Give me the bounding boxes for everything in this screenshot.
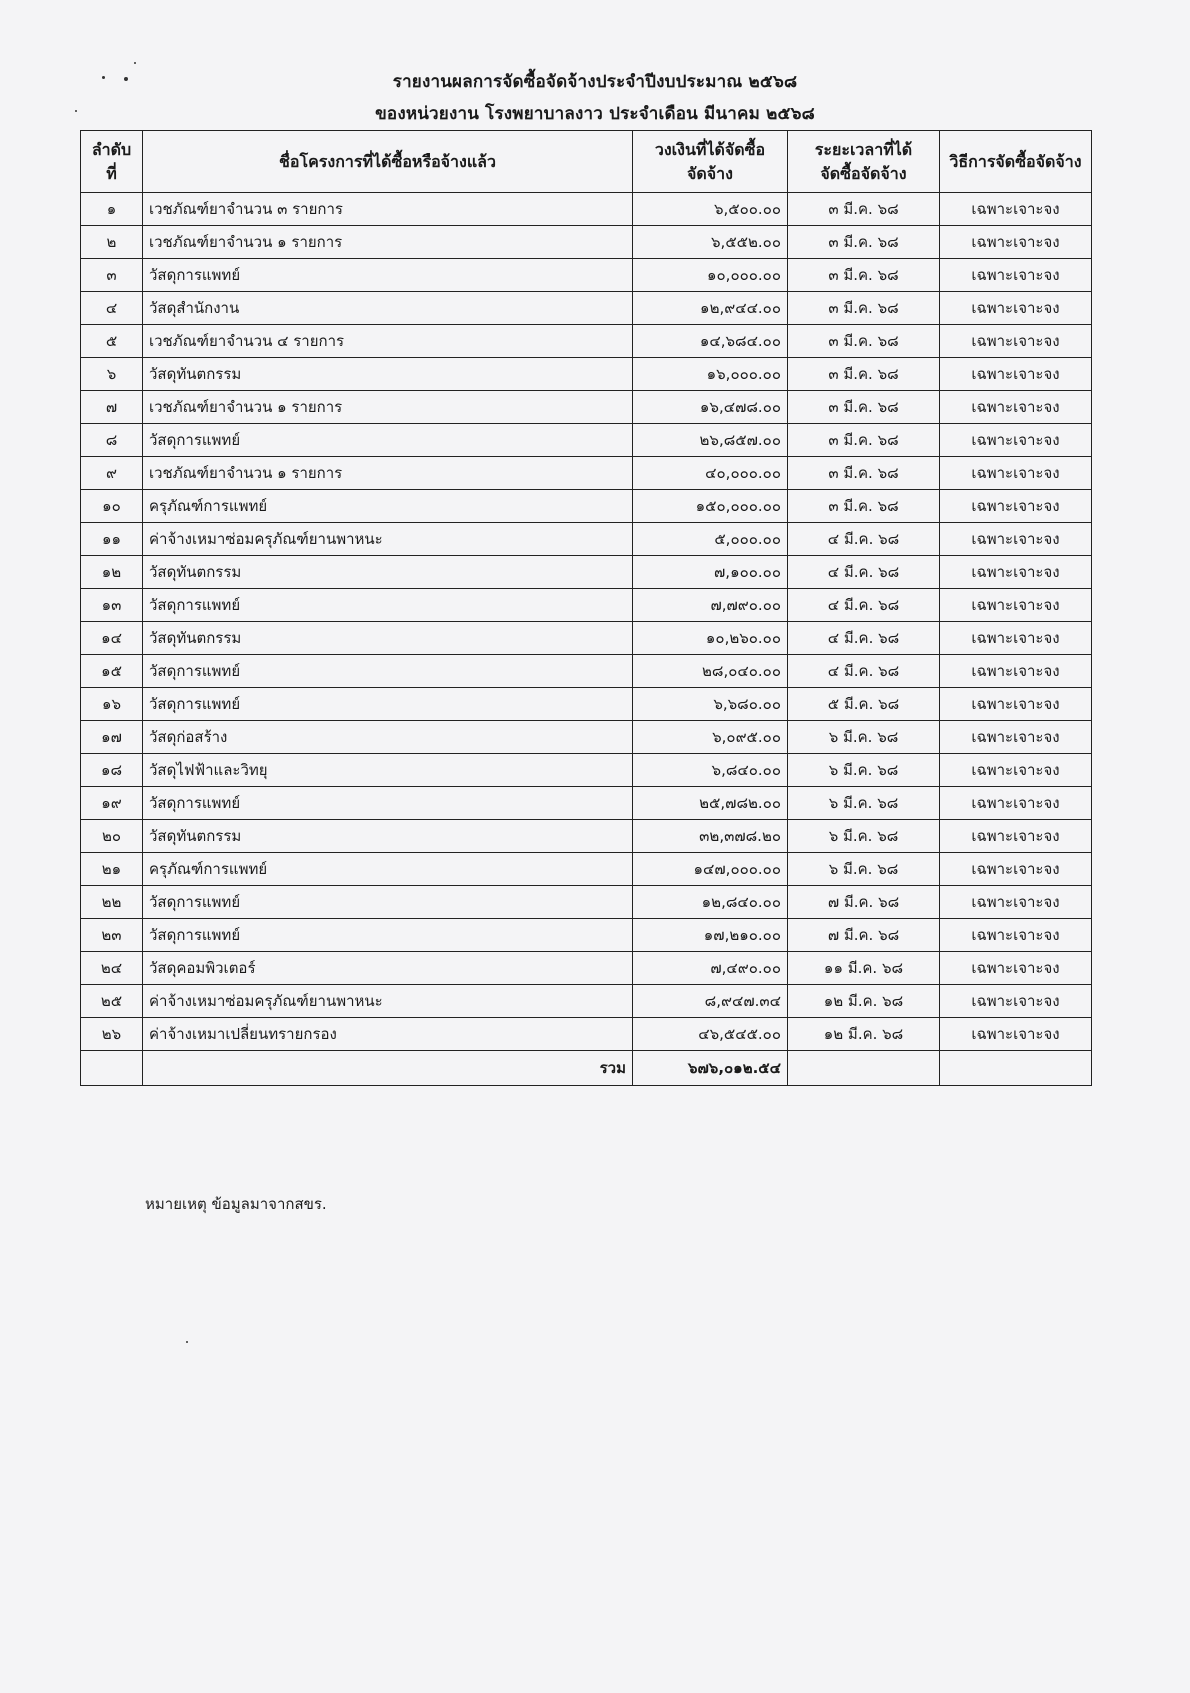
- table-row: [81, 259, 1092, 292]
- table-row: [81, 985, 1092, 1018]
- table-row: [81, 754, 1092, 787]
- row-method: เฉพาะเจาะจง: [940, 754, 1092, 787]
- row-method: เฉพาะเจาะจง: [940, 1018, 1092, 1051]
- row-number: ๑๖: [81, 688, 143, 721]
- table-row: [81, 655, 1092, 688]
- header-no: ลำดับที่: [81, 131, 143, 193]
- row-amount: ๒๖,๘๕๗.๐๐: [633, 424, 788, 457]
- row-project-name: วัสดุการแพทย์: [143, 919, 633, 952]
- table-row: [81, 919, 1092, 952]
- row-date: ๖ มี.ค. ๖๘: [788, 820, 940, 853]
- total-empty-cell: [81, 1051, 143, 1086]
- row-amount: ๑๒,๘๔๐.๐๐: [633, 886, 788, 919]
- row-amount: ๑๖,๔๗๘.๐๐: [633, 391, 788, 424]
- table-row: [81, 490, 1092, 523]
- row-number: ๒๑: [81, 853, 143, 886]
- table-row: [81, 358, 1092, 391]
- row-method: เฉพาะเจาะจง: [940, 259, 1092, 292]
- row-date: ๓ มี.ค. ๖๘: [788, 424, 940, 457]
- row-amount: ๖,๕๐๐.๐๐: [633, 193, 788, 226]
- row-number: ๒: [81, 226, 143, 259]
- row-project-name: วัสดุคอมพิวเตอร์: [143, 952, 633, 985]
- row-date: ๓ มี.ค. ๖๘: [788, 226, 940, 259]
- row-date: ๖ มี.ค. ๖๘: [788, 754, 940, 787]
- table-row: [81, 721, 1092, 754]
- row-amount: ๗,๑๐๐.๐๐: [633, 556, 788, 589]
- row-amount: ๑๕๐,๐๐๐.๐๐: [633, 490, 788, 523]
- row-method: เฉพาะเจาะจง: [940, 622, 1092, 655]
- table-row: [81, 886, 1092, 919]
- row-amount: ๑๐,๒๖๐.๐๐: [633, 622, 788, 655]
- row-amount: ๑๖,๐๐๐.๐๐: [633, 358, 788, 391]
- row-method: เฉพาะเจาะจง: [940, 556, 1092, 589]
- row-date: ๔ มี.ค. ๖๘: [788, 622, 940, 655]
- row-method: เฉพาะเจาะจง: [940, 820, 1092, 853]
- row-number: ๑๒: [81, 556, 143, 589]
- row-amount: ๑๐,๐๐๐.๐๐: [633, 259, 788, 292]
- row-method: เฉพาะเจาะจง: [940, 919, 1092, 952]
- scan-speck: [102, 76, 105, 79]
- row-number: ๑: [81, 193, 143, 226]
- scan-speck: [134, 62, 136, 64]
- scan-speck: [124, 77, 128, 81]
- row-date: ๓ มี.ค. ๖๘: [788, 292, 940, 325]
- row-project-name: เวชภัณฑ์ยาจำนวน ๔ รายการ: [143, 325, 633, 358]
- table-row: [81, 457, 1092, 490]
- procurement-table: [80, 130, 1092, 1086]
- row-number: ๑๘: [81, 754, 143, 787]
- table-row: [81, 589, 1092, 622]
- table-body: [81, 193, 1092, 1051]
- row-date: ๓ มี.ค. ๖๘: [788, 358, 940, 391]
- table-row: [81, 193, 1092, 226]
- row-date: ๑๒ มี.ค. ๖๘: [788, 1018, 940, 1051]
- row-method: เฉพาะเจาะจง: [940, 523, 1092, 556]
- total-empty-cell: [940, 1051, 1092, 1086]
- row-amount: ๑๔๗,๐๐๐.๐๐: [633, 853, 788, 886]
- row-project-name: วัสดุการแพทย์: [143, 787, 633, 820]
- row-project-name: วัสดุทันตกรรม: [143, 820, 633, 853]
- row-method: เฉพาะเจาะจง: [940, 292, 1092, 325]
- row-project-name: วัสดุสำนักงาน: [143, 292, 633, 325]
- table-row: [81, 523, 1092, 556]
- row-project-name: เวชภัณฑ์ยาจำนวน ๑ รายการ: [143, 226, 633, 259]
- row-project-name: ค่าจ้างเหมาเปลี่ยนทรายกรอง: [143, 1018, 633, 1051]
- row-date: ๓ มี.ค. ๖๘: [788, 325, 940, 358]
- row-method: เฉพาะเจาะจง: [940, 952, 1092, 985]
- row-date: ๕ มี.ค. ๖๘: [788, 688, 940, 721]
- row-method: เฉพาะเจาะจง: [940, 358, 1092, 391]
- row-method: เฉพาะเจาะจง: [940, 721, 1092, 754]
- table-header-row: [81, 131, 1092, 193]
- table-row: [81, 556, 1092, 589]
- table-row: [81, 952, 1092, 985]
- row-date: ๑๑ มี.ค. ๖๘: [788, 952, 940, 985]
- row-number: ๑๔: [81, 622, 143, 655]
- row-amount: ๖,๐๙๕.๐๐: [633, 721, 788, 754]
- row-amount: ๔๖,๕๔๕.๐๐: [633, 1018, 788, 1051]
- row-number: ๒๕: [81, 985, 143, 1018]
- row-date: ๔ มี.ค. ๖๘: [788, 523, 940, 556]
- row-project-name: วัสดุการแพทย์: [143, 655, 633, 688]
- header-amount: วงเงินที่ได้จัดซื้อจัดจ้าง: [633, 131, 788, 193]
- row-method: เฉพาะเจาะจง: [940, 457, 1092, 490]
- row-project-name: ค่าจ้างเหมาซ่อมครุภัณฑ์ยานพาหนะ: [143, 985, 633, 1018]
- row-amount: ๔๐,๐๐๐.๐๐: [633, 457, 788, 490]
- header-method: วิธีการจัดซื้อจัดจ้าง: [940, 131, 1092, 193]
- row-date: ๓ มี.ค. ๖๘: [788, 193, 940, 226]
- row-amount: ๖,๖๘๐.๐๐: [633, 688, 788, 721]
- row-project-name: ครุภัณฑ์การแพทย์: [143, 853, 633, 886]
- header-project-name: ชื่อโครงการที่ได้ซื้อหรือจ้างแล้ว: [143, 131, 633, 193]
- row-number: ๑๙: [81, 787, 143, 820]
- row-amount: ๒๕,๗๘๒.๐๐: [633, 787, 788, 820]
- row-amount: ๖,๕๕๒.๐๐: [633, 226, 788, 259]
- row-project-name: เวชภัณฑ์ยาจำนวน ๓ รายการ: [143, 193, 633, 226]
- row-amount: ๖,๘๔๐.๐๐: [633, 754, 788, 787]
- table-row: [81, 292, 1092, 325]
- table-row: [81, 787, 1092, 820]
- row-date: ๗ มี.ค. ๖๘: [788, 919, 940, 952]
- row-method: เฉพาะเจาะจง: [940, 688, 1092, 721]
- scan-speck: [186, 1341, 188, 1343]
- row-number: ๒๒: [81, 886, 143, 919]
- row-project-name: วัสดุการแพทย์: [143, 424, 633, 457]
- table-row: [81, 325, 1092, 358]
- row-date: ๓ มี.ค. ๖๘: [788, 259, 940, 292]
- row-project-name: ค่าจ้างเหมาซ่อมครุภัณฑ์ยานพาหนะ: [143, 523, 633, 556]
- row-method: เฉพาะเจาะจง: [940, 853, 1092, 886]
- table-row: [81, 391, 1092, 424]
- row-number: ๒๓: [81, 919, 143, 952]
- row-number: ๕: [81, 325, 143, 358]
- row-number: ๑๑: [81, 523, 143, 556]
- row-date: ๓ มี.ค. ๖๘: [788, 391, 940, 424]
- row-date: ๔ มี.ค. ๖๘: [788, 589, 940, 622]
- row-project-name: วัสดุก่อสร้าง: [143, 721, 633, 754]
- row-number: ๒๖: [81, 1018, 143, 1051]
- row-method: เฉพาะเจาะจง: [940, 655, 1092, 688]
- total-amount: ๖๗๖,๐๑๒.๕๔: [633, 1051, 788, 1086]
- row-number: ๘: [81, 424, 143, 457]
- table-row: [81, 1018, 1092, 1051]
- row-number: ๒๔: [81, 952, 143, 985]
- row-number: ๑๗: [81, 721, 143, 754]
- row-project-name: วัสดุทันตกรรม: [143, 556, 633, 589]
- row-number: ๔: [81, 292, 143, 325]
- table-row: [81, 424, 1092, 457]
- row-project-name: ครุภัณฑ์การแพทย์: [143, 490, 633, 523]
- row-date: ๗ มี.ค. ๖๘: [788, 886, 940, 919]
- scan-speck: [75, 110, 77, 112]
- row-number: ๙: [81, 457, 143, 490]
- row-method: เฉพาะเจาะจง: [940, 226, 1092, 259]
- row-number: ๓: [81, 259, 143, 292]
- row-amount: ๕,๐๐๐.๐๐: [633, 523, 788, 556]
- row-project-name: เวชภัณฑ์ยาจำนวน ๑ รายการ: [143, 391, 633, 424]
- table-row: [81, 226, 1092, 259]
- row-project-name: เวชภัณฑ์ยาจำนวน ๑ รายการ: [143, 457, 633, 490]
- row-number: ๒๐: [81, 820, 143, 853]
- row-project-name: วัสดุการแพทย์: [143, 589, 633, 622]
- row-amount: ๒๘,๐๔๐.๐๐: [633, 655, 788, 688]
- row-project-name: วัสดุการแพทย์: [143, 688, 633, 721]
- row-amount: ๑๒,๙๔๔.๐๐: [633, 292, 788, 325]
- table-row: [81, 622, 1092, 655]
- row-date: ๓ มี.ค. ๖๘: [788, 490, 940, 523]
- row-amount: ๑๔,๖๘๔.๐๐: [633, 325, 788, 358]
- row-date: ๑๒ มี.ค. ๖๘: [788, 985, 940, 1018]
- row-date: ๔ มี.ค. ๖๘: [788, 655, 940, 688]
- row-amount: ๘,๙๔๗.๓๔: [633, 985, 788, 1018]
- row-number: ๑๓: [81, 589, 143, 622]
- report-title: รายงานผลการจัดซื้อจัดจ้างประจำปีงบประมาณ ๒๕๖๘: [392, 72, 798, 92]
- row-method: เฉพาะเจาะจง: [940, 985, 1092, 1018]
- row-date: ๖ มี.ค. ๖๘: [788, 853, 940, 886]
- row-number: ๑๕: [81, 655, 143, 688]
- table-row: [81, 688, 1092, 721]
- row-number: ๗: [81, 391, 143, 424]
- row-date: ๓ มี.ค. ๖๘: [788, 457, 940, 490]
- row-date: ๖ มี.ค. ๖๘: [788, 721, 940, 754]
- total-label: รวม: [143, 1051, 633, 1086]
- row-amount: ๗,๔๙๐.๐๐: [633, 952, 788, 985]
- row-project-name: วัสดุไฟฟ้าและวิทยุ: [143, 754, 633, 787]
- row-method: เฉพาะเจาะจง: [940, 193, 1092, 226]
- total-row: [81, 1051, 1092, 1086]
- row-number: ๑๐: [81, 490, 143, 523]
- remark-note: หมายเหตุ ข้อมูลมาจากสขร.: [145, 1195, 327, 1213]
- row-method: เฉพาะเจาะจง: [940, 490, 1092, 523]
- row-method: เฉพาะเจาะจง: [940, 391, 1092, 424]
- row-method: เฉพาะเจาะจง: [940, 589, 1092, 622]
- report-subtitle: ของหน่วยงาน โรงพยาบาลงาว ประจำเดือน มีนาคม ๒๕๖๘: [375, 104, 815, 124]
- row-method: เฉพาะเจาะจง: [940, 424, 1092, 457]
- row-project-name: วัสดุการแพทย์: [143, 259, 633, 292]
- row-amount: ๓๒,๓๗๘.๒๐: [633, 820, 788, 853]
- total-empty-cell: [788, 1051, 940, 1086]
- row-method: เฉพาะเจาะจง: [940, 886, 1092, 919]
- row-method: เฉพาะเจาะจง: [940, 325, 1092, 358]
- header-date: ระยะเวลาที่ได้จัดซื้อจัดจ้าง: [788, 131, 940, 193]
- row-amount: ๗,๗๙๐.๐๐: [633, 589, 788, 622]
- table-row: [81, 853, 1092, 886]
- table-row: [81, 820, 1092, 853]
- row-method: เฉพาะเจาะจง: [940, 787, 1092, 820]
- row-number: ๖: [81, 358, 143, 391]
- row-date: ๔ มี.ค. ๖๘: [788, 556, 940, 589]
- row-date: ๖ มี.ค. ๖๘: [788, 787, 940, 820]
- row-amount: ๑๗,๒๑๐.๐๐: [633, 919, 788, 952]
- row-project-name: วัสดุทันตกรรม: [143, 622, 633, 655]
- row-project-name: วัสดุทันตกรรม: [143, 358, 633, 391]
- row-project-name: วัสดุการแพทย์: [143, 886, 633, 919]
